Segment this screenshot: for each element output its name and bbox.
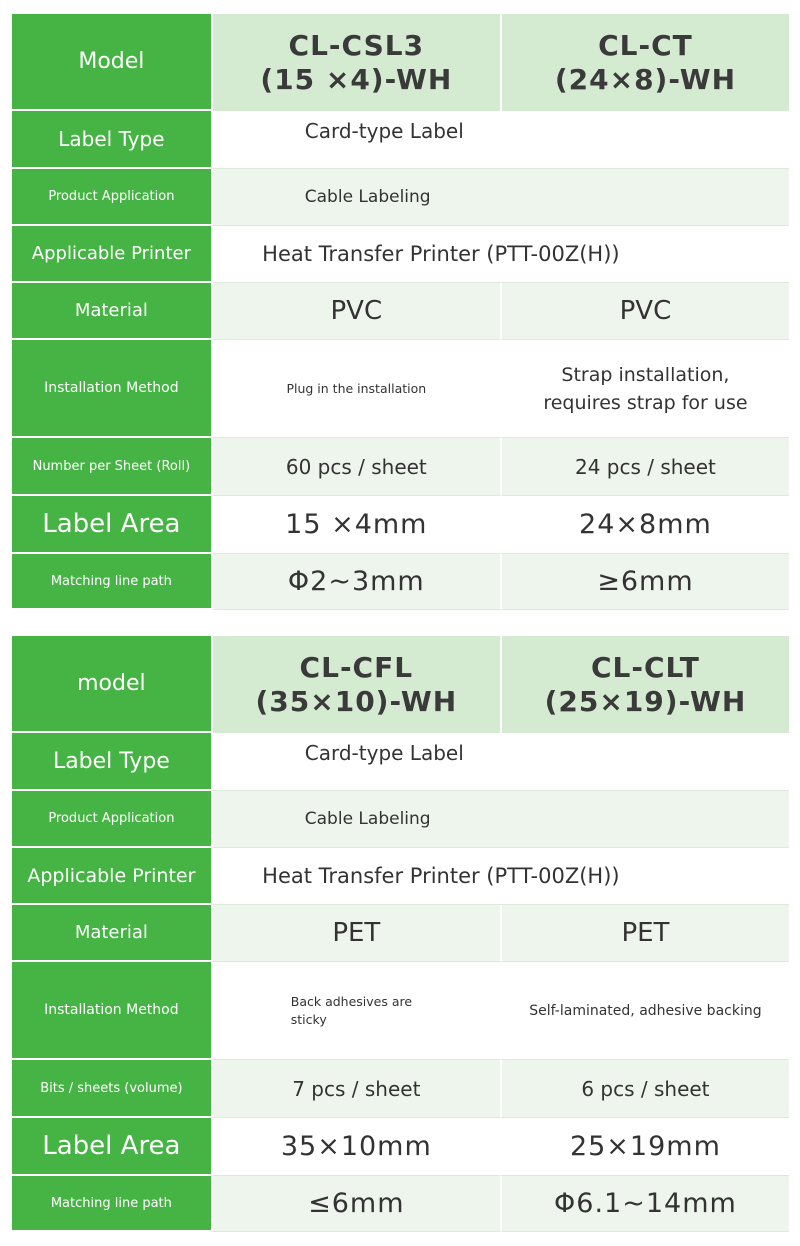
count-label: Bits / sheets (volume) bbox=[12, 1060, 211, 1118]
count-value: 60 pcs / sheet bbox=[211, 438, 500, 496]
area-label: Label Area bbox=[12, 1118, 211, 1176]
install-value: Strap installation, requires strap for use bbox=[500, 340, 789, 438]
printer-value: Heat Transfer Printer (PTT-00Z(H)) bbox=[211, 226, 789, 283]
area-value: 25×19mm bbox=[500, 1118, 789, 1176]
install-value: Back adhesives are sticky bbox=[211, 962, 500, 1060]
label-type-label: Label Type bbox=[12, 111, 211, 169]
area-value: 15 ×4mm bbox=[211, 496, 500, 554]
install-label: Installation Method bbox=[12, 340, 211, 438]
material-value: PVC bbox=[211, 283, 500, 340]
install-value: Self-laminated, adhesive backing bbox=[500, 962, 789, 1060]
material-label: Material bbox=[12, 283, 211, 340]
printer-label: Applicable Printer bbox=[12, 226, 211, 283]
line-path-value: ≤6mm bbox=[211, 1176, 500, 1232]
material-label: Material bbox=[12, 905, 211, 962]
line-path-label: Matching line path bbox=[12, 1176, 211, 1232]
application-value: Cable Labeling bbox=[211, 169, 789, 226]
count-value: 6 pcs / sheet bbox=[500, 1060, 789, 1118]
model-name: CL-CLT (25×19)-WH bbox=[500, 636, 789, 733]
line-path-label: Matching line path bbox=[12, 554, 211, 610]
count-value: 24 pcs / sheet bbox=[500, 438, 789, 496]
application-value: Cable Labeling bbox=[211, 791, 789, 848]
material-value: PET bbox=[500, 905, 789, 962]
model-name: CL-CT (24×8)-WH bbox=[500, 14, 789, 111]
label-type-value: Card-type Label bbox=[211, 111, 789, 169]
spec-table-1 bbox=[12, 14, 789, 610]
area-label: Label Area bbox=[12, 496, 211, 554]
material-value: PET bbox=[211, 905, 500, 962]
area-value: 24×8mm bbox=[500, 496, 789, 554]
model-name: CL-CFL (35×10)-WH bbox=[211, 636, 500, 733]
area-value: 35×10mm bbox=[211, 1118, 500, 1176]
material-value: PVC bbox=[500, 283, 789, 340]
label-type-value: Card-type Label bbox=[211, 733, 789, 791]
model-label: model bbox=[12, 636, 211, 733]
model-label: Model bbox=[12, 14, 211, 111]
install-value: Plug in the installation bbox=[211, 340, 500, 438]
printer-label: Applicable Printer bbox=[12, 848, 211, 905]
line-path-value: Φ2~3mm bbox=[211, 554, 500, 610]
model-name: CL-CSL3 (15 ×4)-WH bbox=[211, 14, 500, 111]
printer-value: Heat Transfer Printer (PTT-00Z(H)) bbox=[211, 848, 789, 905]
label-type-label: Label Type bbox=[12, 733, 211, 791]
count-label: Number per Sheet (Roll) bbox=[12, 438, 211, 496]
application-label: Product Application bbox=[12, 169, 211, 226]
count-value: 7 pcs / sheet bbox=[211, 1060, 500, 1118]
spec-table-2 bbox=[12, 636, 789, 1232]
line-path-value: Φ6.1~14mm bbox=[500, 1176, 789, 1232]
install-label: Installation Method bbox=[12, 962, 211, 1060]
application-label: Product Application bbox=[12, 791, 211, 848]
line-path-value: ≥6mm bbox=[500, 554, 789, 610]
